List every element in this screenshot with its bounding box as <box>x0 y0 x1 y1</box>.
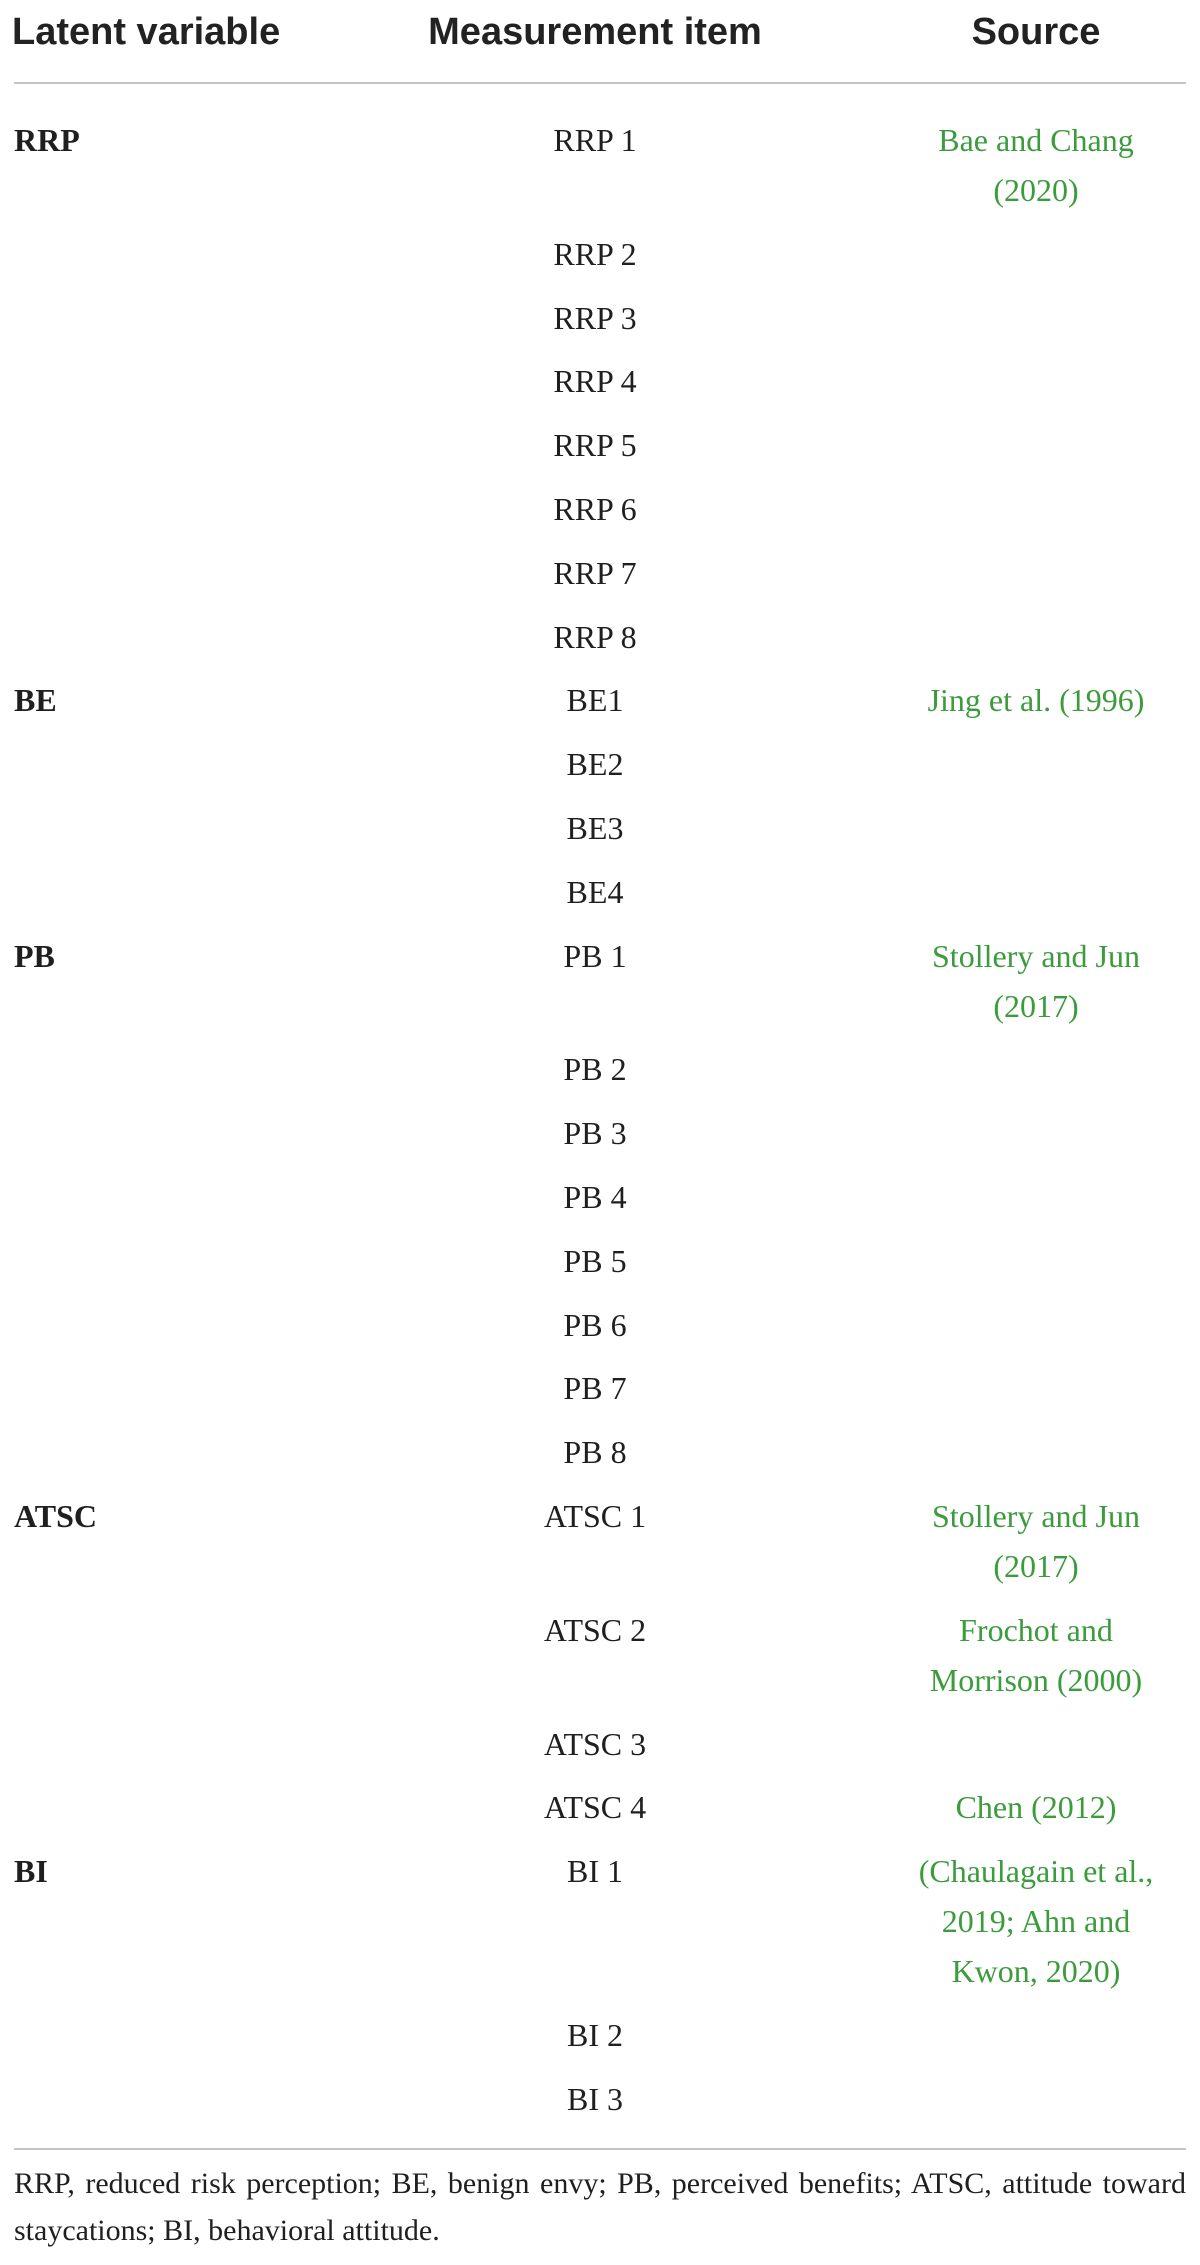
latent-variable-label: PB <box>14 938 55 974</box>
header-latent-variable: Latent variable <box>12 11 281 53</box>
source-line[interactable]: Bae and Chang <box>938 122 1134 158</box>
header-measurement-item: Measurement item <box>428 11 762 53</box>
measurement-item: BI 2 <box>567 2017 623 2053</box>
measurement-item: BI 3 <box>567 2081 623 2117</box>
measurement-item: BE1 <box>566 682 624 718</box>
measurement-item: RRP 6 <box>553 491 637 527</box>
measurement-item: PB 8 <box>563 1434 627 1470</box>
table-header <box>0 0 1200 82</box>
source-citation[interactable] <box>886 931 1186 1031</box>
source-citation[interactable] <box>886 1782 1186 1832</box>
source-line[interactable]: (2017) <box>993 988 1079 1024</box>
measurement-item: ATSC 4 <box>543 1789 647 1825</box>
source-citation[interactable] <box>886 1846 1186 1996</box>
latent-variable-label: ATSC <box>14 1498 97 1534</box>
measurement-item: BE3 <box>566 810 624 846</box>
source-line[interactable]: (2017) <box>993 1548 1079 1584</box>
measurement-item: PB 4 <box>563 1179 627 1215</box>
measurement-item: BE2 <box>566 746 624 782</box>
measurement-item: RRP 1 <box>553 122 637 158</box>
source-line[interactable]: 2019; Ahn and <box>941 1903 1131 1939</box>
source-line[interactable]: Jing et al. (1996) <box>927 682 1145 718</box>
latent-variable-label: RRP <box>14 122 80 158</box>
footer-rule <box>14 2148 1186 2150</box>
measurement-item: BE4 <box>566 874 624 910</box>
source-line[interactable]: Morrison (2000) <box>929 1662 1143 1698</box>
measurement-item: RRP 2 <box>553 236 637 272</box>
measurement-item: RRP 8 <box>553 619 637 655</box>
measurement-item: RRP 5 <box>553 427 637 463</box>
header-source: Source <box>971 11 1101 53</box>
measurement-item: PB 5 <box>563 1243 627 1279</box>
source-citation[interactable] <box>886 675 1186 725</box>
measurement-item: BI 1 <box>567 1853 623 1889</box>
measurement-item: PB 3 <box>563 1115 627 1151</box>
measurement-item: PB 2 <box>563 1051 627 1087</box>
source-line[interactable]: Frochot and <box>959 1612 1113 1648</box>
measurement-item: RRP 7 <box>553 555 637 591</box>
measurement-item: PB 1 <box>563 938 627 974</box>
header-rule <box>14 82 1186 84</box>
source-line[interactable]: Stollery and Jun <box>932 1498 1140 1534</box>
source-line[interactable]: (Chaulagain et al., <box>918 1853 1154 1889</box>
latent-variable-label: BE <box>14 682 57 718</box>
source-citation[interactable] <box>886 1605 1186 1705</box>
measurement-item: RRP 4 <box>553 363 637 399</box>
measurement-item: PB 7 <box>563 1370 627 1406</box>
latent-variable-label: BI <box>14 1853 48 1889</box>
measurement-item: ATSC 2 <box>543 1612 647 1648</box>
source-citation[interactable] <box>886 115 1186 215</box>
source-line[interactable]: Chen (2012) <box>955 1789 1117 1825</box>
measurement-item: ATSC 3 <box>543 1726 647 1762</box>
source-line[interactable]: Stollery and Jun <box>932 938 1140 974</box>
measurement-item: RRP 3 <box>553 300 637 336</box>
table-footnote: RRP, reduced risk perception; BE, benign envy; PB, perceived benefits; ATSC, attitude toward staycations; BI, behavioral attitude. <box>14 2167 1186 2247</box>
source-citation[interactable] <box>886 1491 1186 1591</box>
source-line[interactable]: (2020) <box>993 172 1079 208</box>
source-line[interactable]: Kwon, 2020) <box>951 1953 1121 1989</box>
measurement-item: PB 6 <box>563 1307 627 1343</box>
measurement-item: ATSC 1 <box>543 1498 647 1534</box>
